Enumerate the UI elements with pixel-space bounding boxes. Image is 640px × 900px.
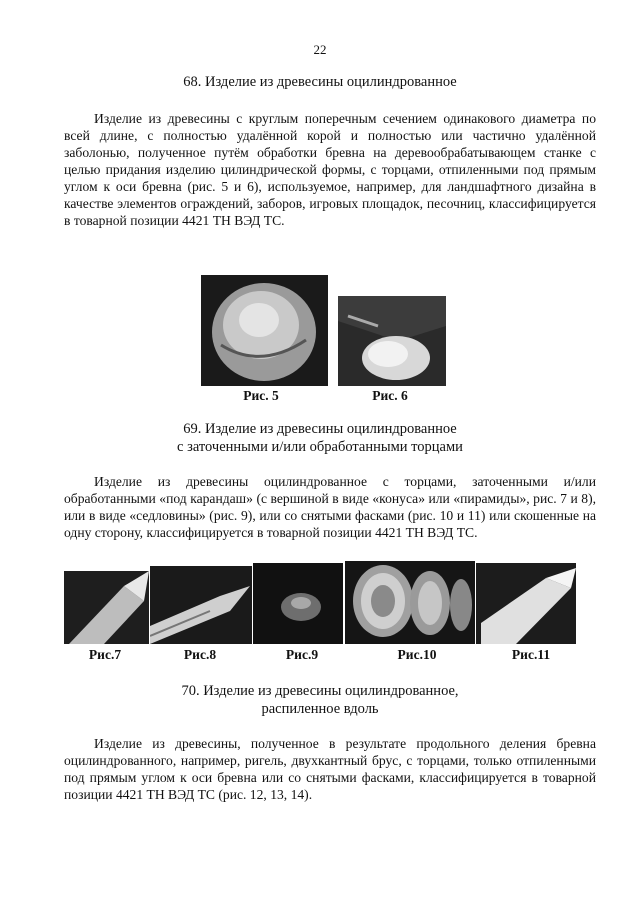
section-69-title-line2: с заточенными и/или обработанными торцами bbox=[177, 439, 463, 455]
section-70-title-line1: 70. Изделие из древесины оцилиндрованное, bbox=[181, 683, 459, 699]
caption-fig-7: Рис.7 bbox=[88, 647, 122, 662]
figure-6-photo bbox=[338, 296, 446, 386]
caption-fig-8: Рис.8 bbox=[183, 647, 217, 662]
page-number: 22 bbox=[313, 42, 327, 57]
figure-10-photo bbox=[345, 561, 475, 644]
section-70-text: Изделие из древесины, полученное в результате продольного деления бревна оцилиндрованного, например, ригель, двухкантный брус, с торцами, только отпиленными под прямым углом к оси бревна или со снятыми фасками, классифицируется в товарной позиции 4421 ТН ВЭД ТС (рис. 12, 13, 14). bbox=[64, 736, 596, 802]
figure-8-photo bbox=[150, 566, 252, 644]
caption-fig-11: Рис.11 bbox=[511, 647, 551, 662]
figure-11-photo bbox=[476, 563, 576, 644]
figure-9-photo bbox=[253, 563, 343, 644]
section-70-paragraph bbox=[64, 735, 596, 803]
figure-5-photo bbox=[201, 275, 328, 386]
section-69-paragraph bbox=[64, 473, 596, 541]
caption-fig-6: Рис. 6 bbox=[372, 388, 408, 403]
section-68-paragraph bbox=[64, 110, 596, 229]
section-68-text: Изделие из древесины с круглым поперечным сечением одинакового диаметра по всей длине, с полностью удалённой корой и полностью или частично удалённой заболонью, полученное путём обработки бревна на деревообрабатывающем станке с целью придания изделию цилиндрической формы, с торцами, отпиленными под прямым углом к оси бревна (рис. 5 и 6), используемое, например, для ландшафтного дизайна в качестве элементов ограждений, заборов, игровых площадок, песочниц, классифицируется в товарной позиции 4421 ТН ВЭД ТС. bbox=[64, 111, 596, 228]
section-68-title: 68. Изделие из древесины оцилиндрованное bbox=[183, 74, 457, 90]
figure-7-photo bbox=[64, 571, 149, 644]
caption-fig-5: Рис. 5 bbox=[243, 388, 279, 403]
caption-fig-9: Рис.9 bbox=[285, 647, 319, 662]
caption-fig-10: Рис.10 bbox=[397, 647, 437, 662]
section-69-title-line1: 69. Изделие из древесины оцилиндрованное bbox=[183, 421, 457, 437]
section-69-text: Изделие из древесины оцилиндрованное с торцами, заточенными и/или обработанными «под карандаш» (с вершиной в виде «конуса» или «пирамиды», рис. 7 и 8), или в виде «седловины» (рис. 9), или со снятыми фасками (рис. 10 и 11) или скошенные на одну сторону, классифицируется в товарной позиции 4421 ТН ВЭД ТС. bbox=[64, 474, 596, 540]
section-70-title-line2: распиленное вдоль bbox=[261, 701, 379, 717]
